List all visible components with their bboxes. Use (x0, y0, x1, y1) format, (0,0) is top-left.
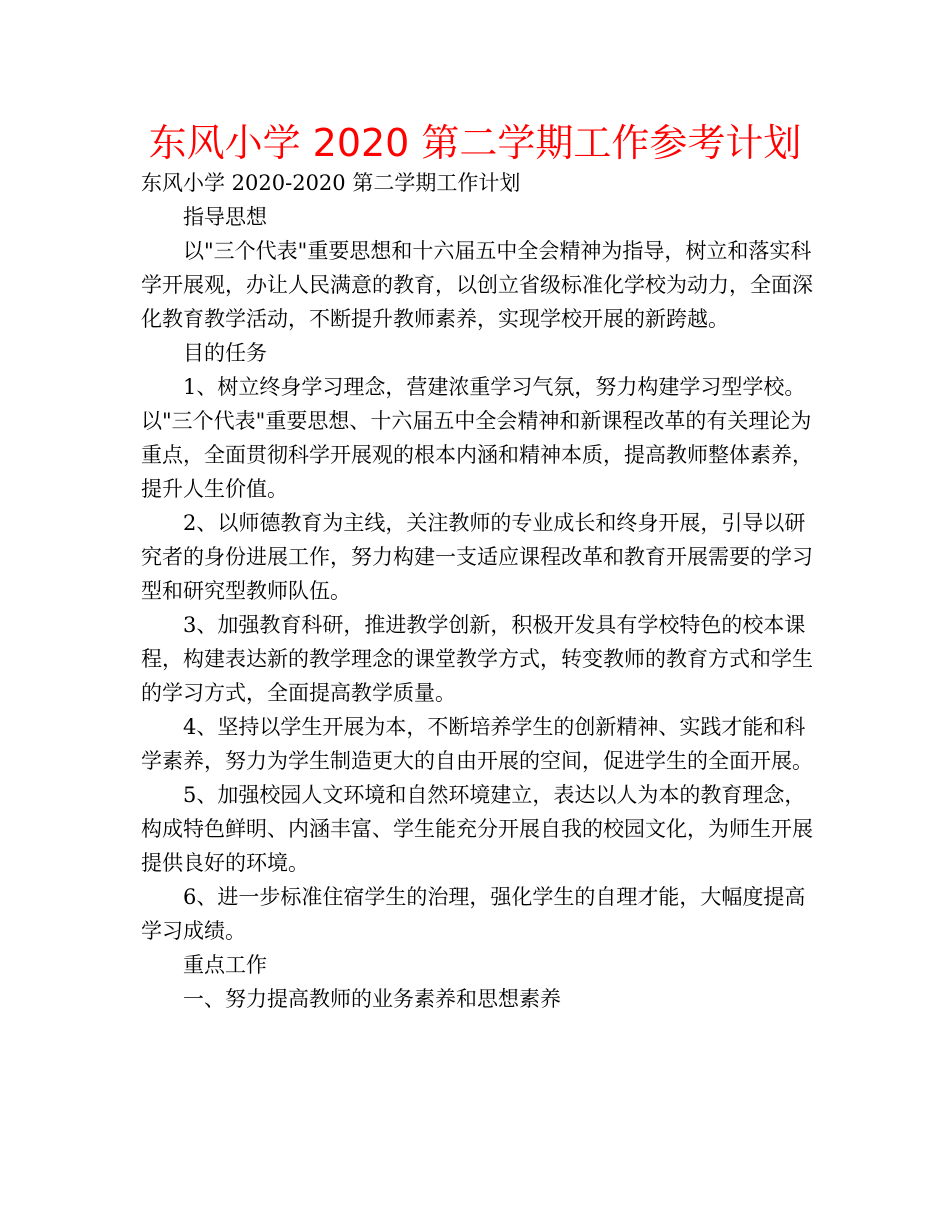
paragraph-guiding-thought: 以"三个代表"重要思想和十六届五中全会精神为指导，树立和落实科学开展观，办让人民满意的教育，以创立省级标准化学校为动力，全面深化教育教学活动，不断提升教师素养，实现学校开展的新跨越。 (141, 239, 813, 331)
document-body (141, 166, 821, 1016)
goal-item-1: 1、树立终身学习理念，营建浓重学习气氛，努力构建学习型学校。以"三个代表"重要思想、十六届五中全会精神和新课程改革的有关理论为重点，全面贯彻科学开展观的根本内涵和精神本质，提高教师整体素养，提升人生价值。 (141, 375, 813, 501)
goal-item-2: 2、以师德教育为主线，关注教师的专业成长和终身开展，引导以研究者的身份进展工作，努力构建一支适应课程改革和教育开展需要的学习型和研究型教师队伍。 (141, 511, 813, 603)
goal-item-3: 3、加强教育科研，推进教学创新，积极开发具有学校特色的校本课程，构建表达新的教学理念的课堂教学方式，转变教师的教育方式和学生的学习方式，全面提高教学质量。 (141, 613, 813, 705)
key-work-item-1: 一、努力提高教师的业务素养和思想素养 (183, 987, 561, 1011)
document-title: 东风小学 2020 第二学期工作参考计划 (148, 121, 802, 165)
goal-item-6: 6、进一步标准住宿学生的治理，强化学生的自理才能，大幅度提高学习成绩。 (141, 885, 806, 943)
goal-item-4: 4、坚持以学生开展为本，不断培养学生的创新精神、实践才能和科学素养，努力为学生制造更大的自由开展的空间，促进学生的全面开展。 (141, 715, 813, 773)
section-heading-guiding-thought: 指导思想 (183, 205, 267, 229)
document-subtitle: 东风小学 2020-2020 第二学期工作计划 (141, 171, 521, 195)
section-heading-goals: 目的任务 (183, 341, 267, 365)
goal-item-5: 5、加强校园人文环境和自然环境建立，表达以人为本的教育理念，构成特色鲜明、内涵丰富、学生能充分开展自我的校园文化，为师生开展提供良好的环境。 (141, 783, 813, 875)
section-heading-key-work: 重点工作 (183, 953, 267, 977)
